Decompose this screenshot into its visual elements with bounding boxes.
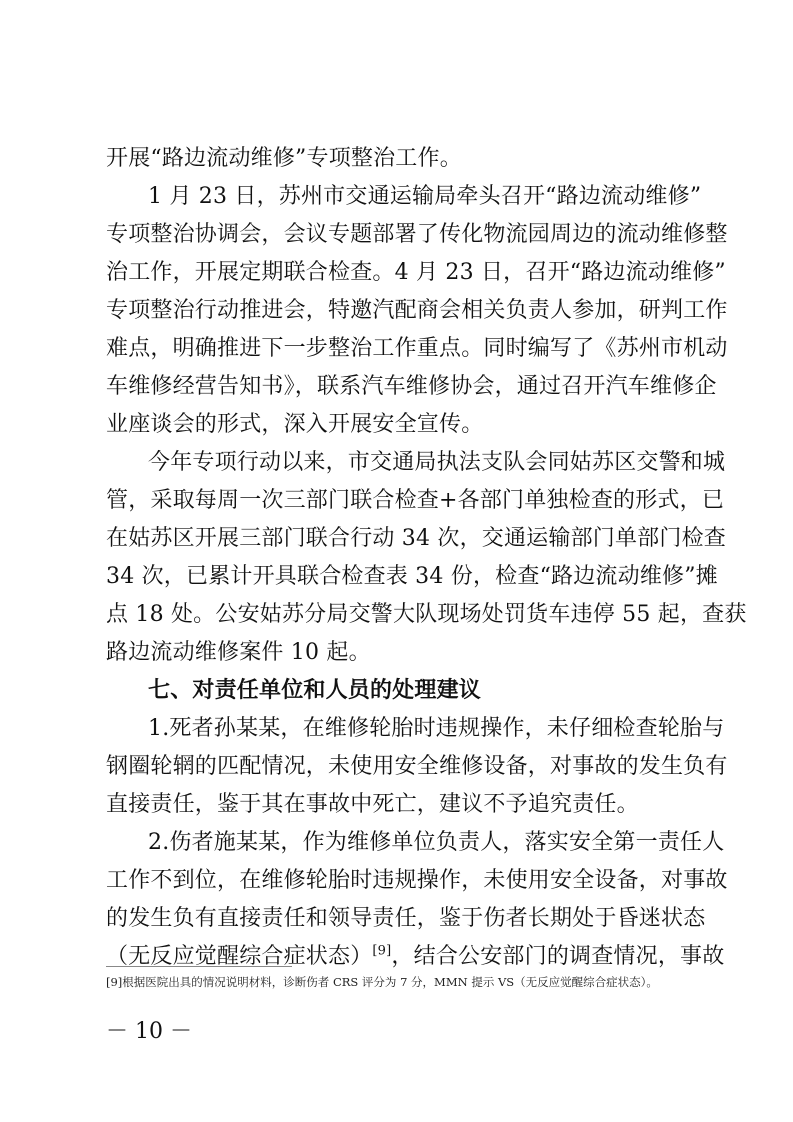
paragraph-line: 的发生负有直接责任和领导责任，鉴于伤者长期处于昏迷状态 — [106, 906, 706, 931]
paragraph-line: 专项整治协调会，会议专题部署了传化物流园周边的流动维修整 — [106, 222, 728, 247]
paragraph-text: （无反应觉醒综合症状态） — [106, 944, 373, 969]
paragraph-line: 钢圈轮辋的匹配情况，未使用安全维修设备，对事故的发生负有 — [106, 754, 728, 779]
paragraph-line: 难点，明确推进下一步整治工作重点。同时编写了《苏州市机动 — [106, 336, 728, 361]
paragraph-text: ，结合公安部门的调查情况，事故 — [391, 944, 725, 969]
paragraph-line: 今年专项行动以来，市交通局执法支队会同姑苏区交警和城 — [148, 450, 726, 475]
paragraph-line: 工作不到位，在维修轮胎时违规操作，未使用安全设备，对事故 — [106, 868, 728, 893]
footnote: [9]根据医院出具的情况说明材料，诊断伤者 CRS 评分为 7 分，MMN 提示 VS（无反应觉醒综合症状态）。 — [106, 975, 658, 989]
paragraph-line: 直接责任，鉴于其在事故中死亡，建议不予追究责任。 — [106, 792, 639, 817]
paragraph-line: 专项整治行动推进会，特邀汽配商会相关负责人参加，研判工作 — [106, 298, 728, 323]
paragraph-line: 34 次，已累计开具联合检查表 34 份，检查“路边流动维修”摊 — [106, 564, 718, 589]
paragraph-line: 治工作，开展定期联合检查。4 月 23 日，召开“路边流动维修” — [106, 260, 726, 285]
paragraph-line: 路边流动维修案件 10 起。 — [106, 640, 371, 665]
paragraph-line: 1.死者孙某某，在维修轮胎时违规操作，未仔细检查轮胎与 — [148, 716, 725, 741]
paragraph-line: 在姑苏区开展三部门联合行动 34 次，交通运输部门单部门检查 — [106, 526, 726, 551]
paragraph-line: 业座谈会的形式，深入开展安全宣传。 — [106, 412, 484, 437]
paragraph-line: 点 18 处。公安姑苏分局交警大队现场处罚货车违停 55 起，查获 — [106, 602, 747, 627]
paragraph-line: 车维修经营告知书》，联系汽车维修协会，通过召开汽车维修企 — [106, 374, 717, 399]
footnote-divider — [106, 966, 292, 967]
paragraph-line: 开展“路边流动维修”专项整治工作。 — [106, 146, 462, 171]
footnote-reference[interactable]: [9] — [372, 943, 392, 959]
paragraph-line: 1 月 23 日，苏州市交通运输局牵头召开“路边流动维修” — [148, 184, 702, 209]
section-heading: 七、对责任单位和人员的处理建议 — [148, 678, 482, 703]
page-number: － 10 － — [106, 1019, 192, 1044]
paragraph-line: 管，采取每周一次三部门联合检查+各部门单独检查的形式，已 — [106, 488, 725, 513]
paragraph-line: 2.伤者施某某，作为维修单位负责人，落实安全第一责任人 — [148, 830, 725, 855]
